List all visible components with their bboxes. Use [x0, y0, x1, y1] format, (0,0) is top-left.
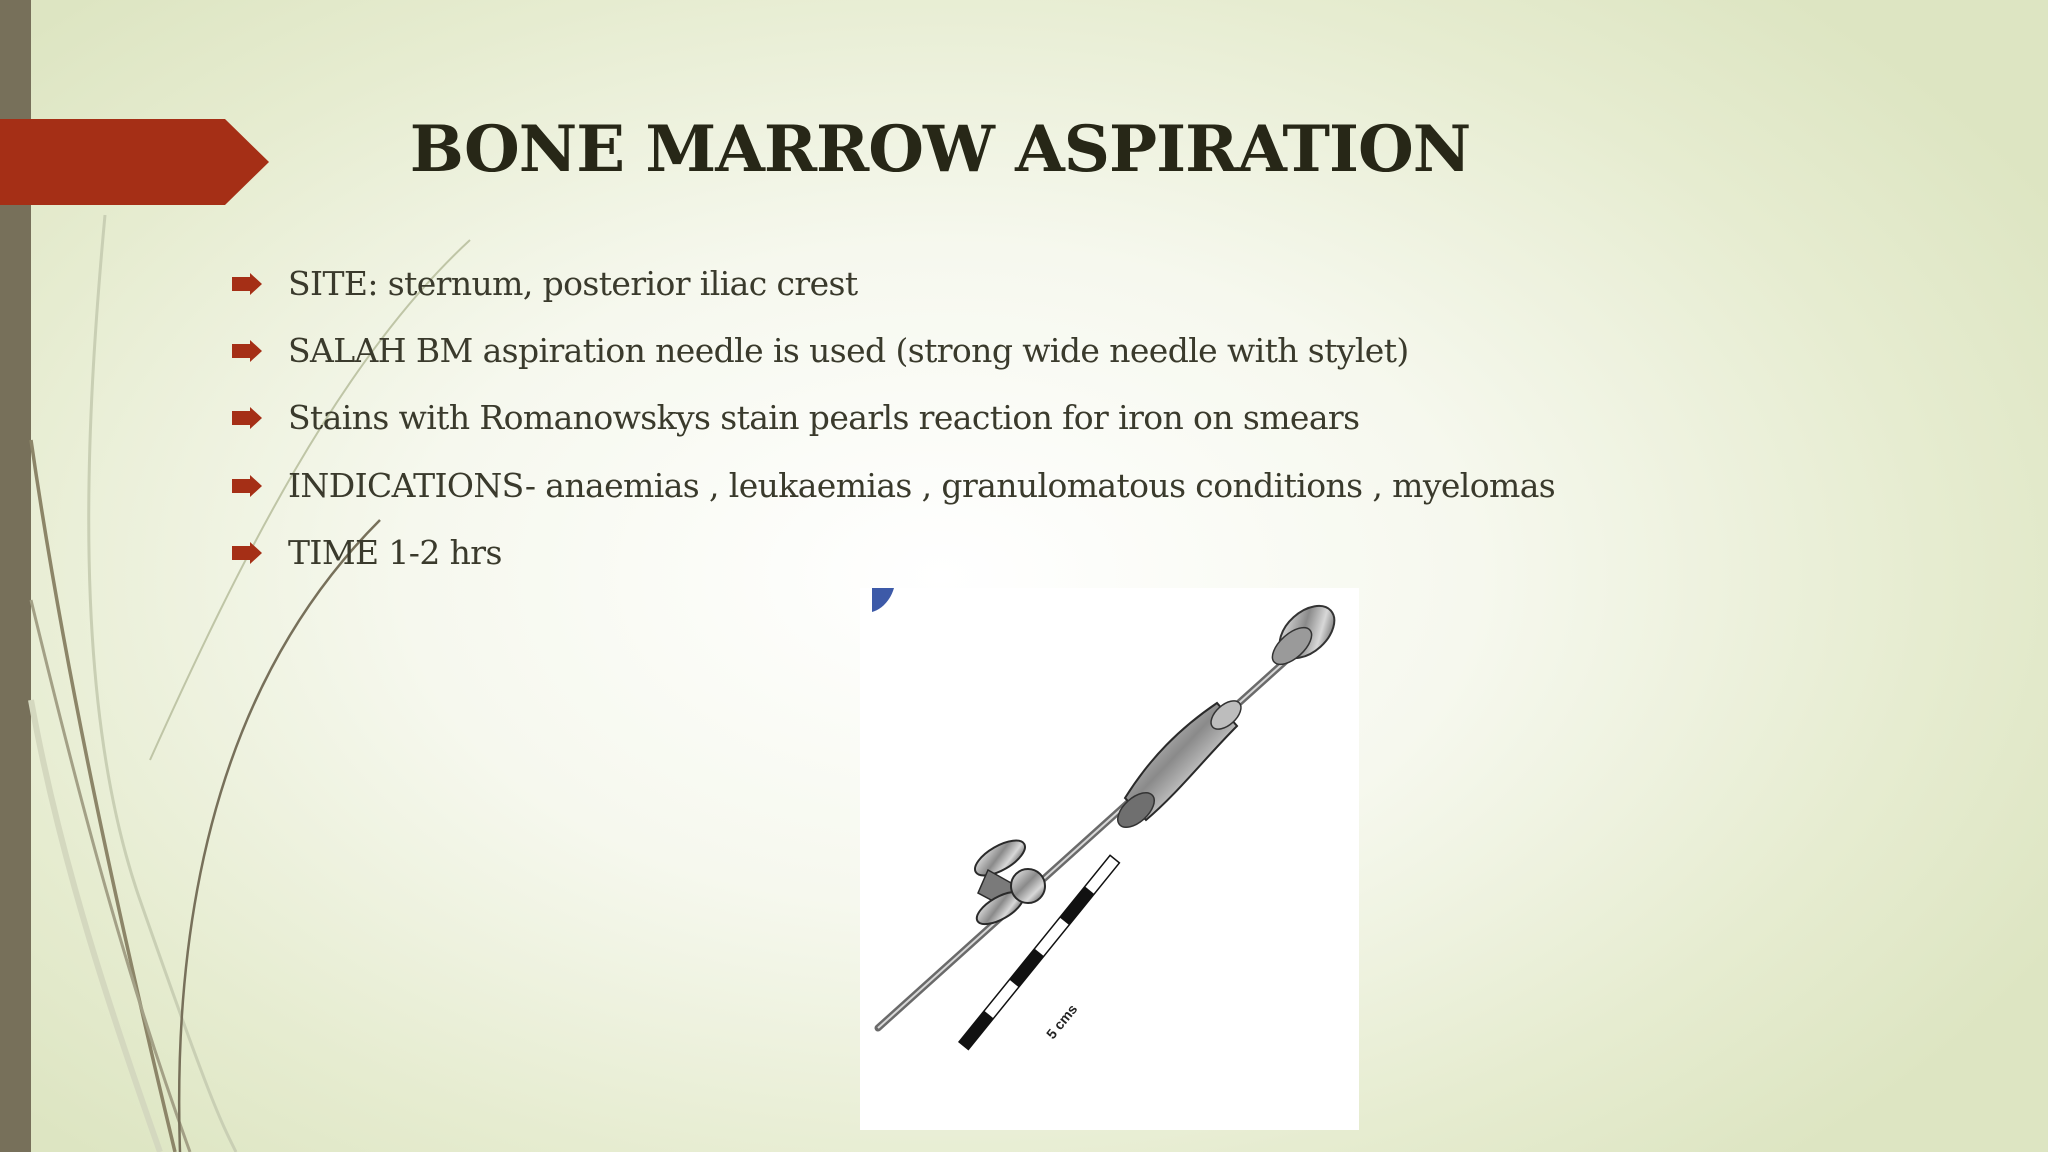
bullet-text: SALAH BM aspiration needle is used (strong wide needle with stylet): [288, 331, 1409, 371]
right-arrow-icon: [232, 340, 264, 362]
list-item: [232, 317, 1555, 384]
right-arrow-icon: [232, 273, 264, 295]
needle-photo: [860, 588, 1359, 1130]
list-item: [232, 520, 1555, 587]
list-item: [232, 385, 1555, 452]
needle-graphic: [878, 596, 1344, 1028]
bullet-text: TIME 1-2 hrs: [288, 533, 502, 573]
bullet-list: [232, 250, 1555, 587]
scale-label: 5 cms: [1042, 1000, 1081, 1042]
slide-title: BONE MARROW ASPIRATION: [409, 112, 1471, 187]
right-arrow-icon: [232, 475, 264, 497]
bullet-text: SITE: sternum, posterior iliac crest: [288, 263, 858, 303]
right-arrow-icon: [232, 407, 264, 429]
title-accent-tab: [0, 119, 269, 205]
bullet-text: INDICATIONS- anaemias , leukaemias , granulomatous conditions , myelomas: [288, 465, 1556, 505]
list-item: [232, 250, 1555, 317]
bullet-text: Stains with Romanowskys stain pearls reaction for iron on smears: [288, 398, 1360, 438]
list-item: [232, 452, 1555, 519]
right-arrow-icon: [232, 542, 264, 564]
